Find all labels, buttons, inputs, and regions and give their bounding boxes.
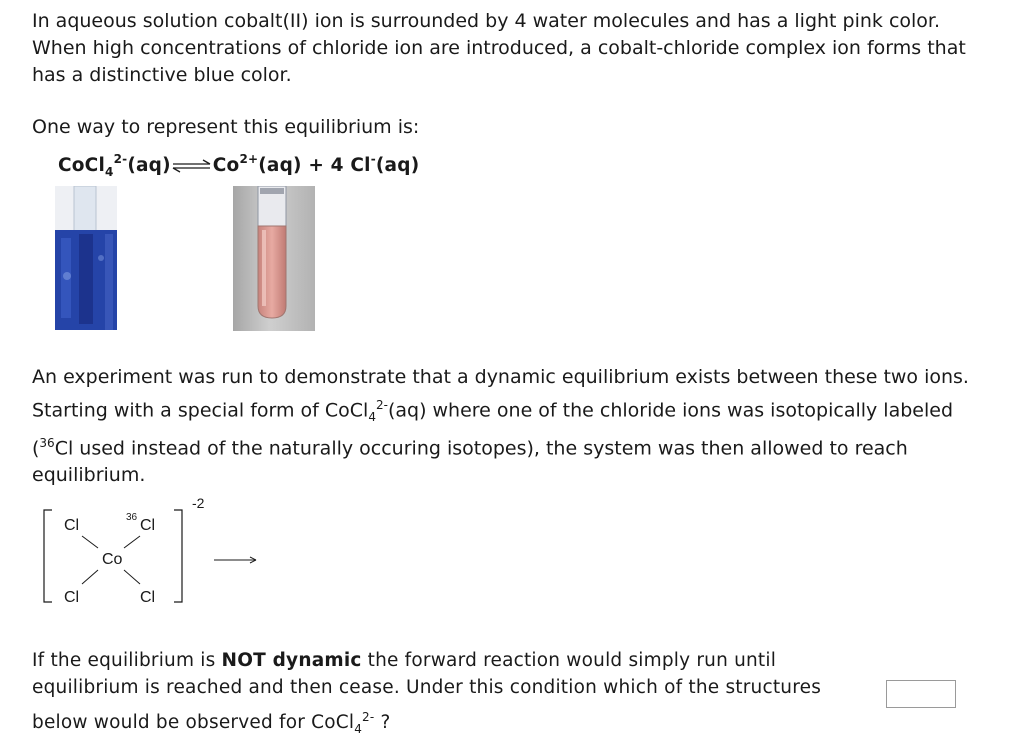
question-line-3-sup: 2-: [362, 710, 375, 724]
question-line-3-b: ?: [374, 712, 391, 734]
forward-arrow-icon: [214, 557, 256, 563]
experiment-line-2-sub: 4: [368, 410, 376, 425]
product1-charge: 2+: [239, 152, 259, 166]
product2-charge: -: [370, 152, 376, 166]
structure-isotope-label: 36: [126, 512, 138, 523]
equilibrium-arrow-icon: [172, 159, 212, 173]
question-line-3-a: below would be observed for CoCl: [32, 712, 355, 734]
experiment-line-2-a: Starting with a special form of CoCl: [32, 399, 369, 422]
experiment-line-2-sup: 2-: [375, 398, 388, 412]
question-line-3-sub: 4: [354, 721, 363, 736]
reactant-charge: 2-: [113, 152, 128, 166]
structure-center-co: Co: [102, 551, 123, 568]
question-line-1-a: If the equilibrium is: [32, 650, 222, 671]
reactant-state: (aq): [127, 155, 171, 177]
experiment-line-3-b: Cl used instead of the naturally occuring isotopes), the system was then allowed to reach: [54, 437, 908, 460]
intro-line-3: has a distinctive blue color.: [32, 64, 292, 86]
structure-bottom-right-cl: Cl: [140, 589, 156, 606]
structure-top-right-cl: Cl: [140, 517, 156, 534]
question-line-1: [32, 650, 972, 677]
intro-line-2: When high concentrations of chloride ion are introduced, a cobalt-chloride complex ion forms that: [32, 37, 966, 59]
cocl4-structure-diagram: [42, 494, 262, 612]
product1-formula: Co: [212, 155, 240, 177]
intro-line-1: In aqueous solution cobalt(II) ion is surrounded by 4 water molecules and has a light pink color.: [32, 10, 941, 32]
experiment-line-3-sup: 36: [39, 436, 55, 450]
question-line-2: equilibrium is reached and then cease. Under this condition which of the structures: [32, 677, 822, 698]
experiment-line-3: [32, 436, 992, 464]
question-paragraph: [32, 650, 972, 736]
pink-solution-photo: [233, 186, 315, 331]
structure-bottom-left-cl: Cl: [64, 589, 80, 606]
reactant-formula: CoCl: [58, 155, 106, 177]
structure-charge: -2: [192, 495, 205, 511]
experiment-line-3-a: (: [32, 437, 40, 460]
reactant-subscript: 4: [105, 164, 114, 179]
product2-formula: + 4 Cl: [308, 155, 371, 177]
equilibrium-equation: [58, 153, 419, 179]
blue-solution-photo: [55, 186, 117, 330]
equilibrium-intro: One way to represent this equilibrium is:: [32, 116, 420, 138]
question-line-1-b: the forward reaction would simply run until: [361, 650, 777, 671]
experiment-line-2-b: (aq) where one of the chloride ions was isotopically labeled: [387, 399, 954, 422]
intro-paragraph: [32, 8, 992, 89]
experiment-line-1: [32, 366, 992, 398]
product2-state: (aq): [375, 155, 420, 177]
experiment-line-4: equilibrium.: [32, 464, 146, 486]
question-line-1-bold: NOT dynamic: [221, 650, 362, 671]
experiment-paragraph: [32, 366, 992, 486]
experiment-line-2: [32, 398, 992, 436]
product1-state: (aq): [258, 155, 302, 177]
structure-top-left-cl: Cl: [64, 517, 80, 534]
experiment-line-1-text: An experiment was run to demonstrate that a dynamic equilibrium exists between these two ions.: [32, 366, 969, 388]
question-line-3: [32, 710, 972, 736]
answer-input[interactable]: [886, 680, 956, 708]
